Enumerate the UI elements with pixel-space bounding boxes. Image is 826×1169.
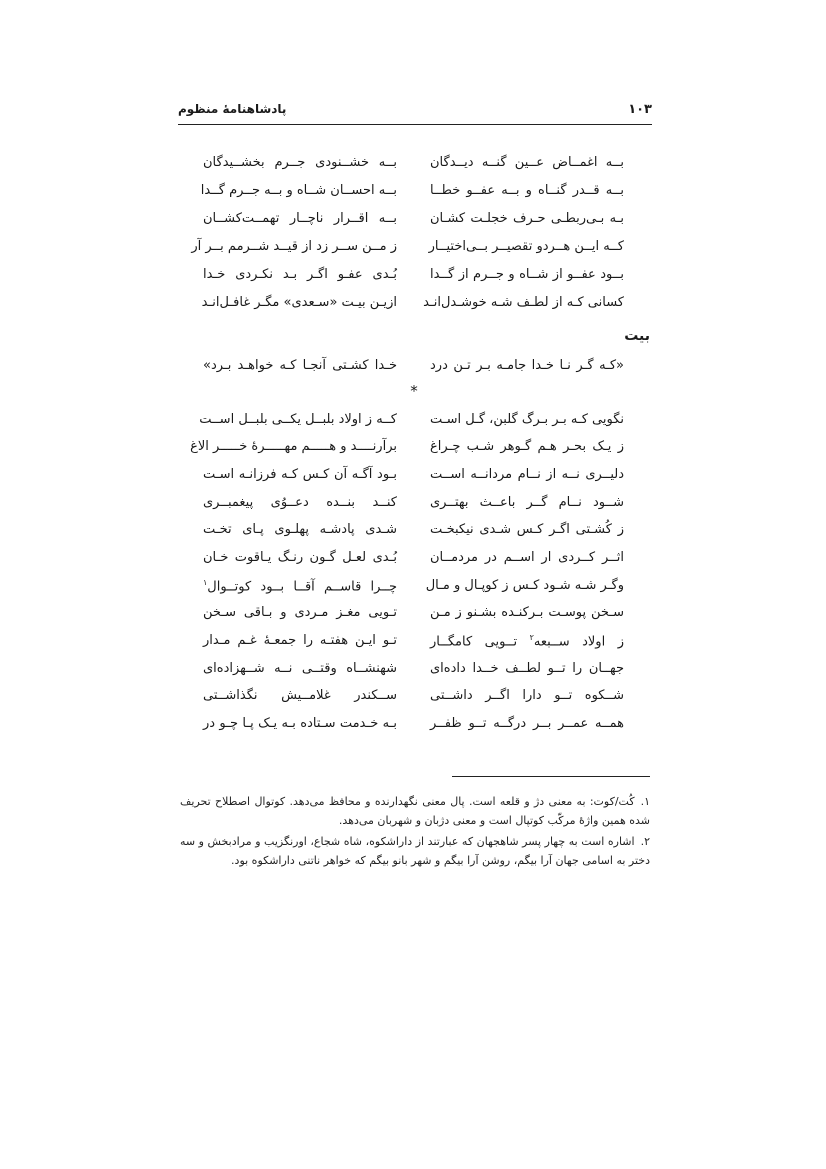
section-separator: * [410, 382, 418, 400]
footnote-number: ۱. [640, 795, 650, 808]
hemistich-left: ســکندر غلامــیش نگذاشــتی [203, 688, 397, 703]
hemistich-right: ز کُشـتی اگـر کـس شـدی نیکبخـت [430, 522, 624, 537]
hemistich-right [430, 633, 624, 649]
hemistich-left: برآرنــــد و هـــــم مهـــــرهٔ خـــــر الاغ [190, 439, 397, 454]
hemistich-left: ز مــن ســر زد از قیــد شــرمم بــر آر [191, 239, 397, 254]
hemistich-right: بــه اغمــاض عــین گنــه دیــدگان [430, 155, 624, 170]
footnote-rule [452, 776, 650, 777]
hemistich-right: شــود نــام گــر باعــث بهتــری [430, 495, 624, 510]
hemistich-right: بــه قــدر گنــاه و بــه عفــو خطــا [430, 183, 624, 198]
page-number: ۱۰۳ [628, 102, 652, 117]
hemistich-right: سـخن پوسـت بـرکنـده بشـنو ز مـن [430, 605, 624, 620]
hemistich-left: خـدا کشـتی آنجـا کـه خواهـد بـرد» [203, 358, 397, 373]
footnote-text: اشاره است به چهار پسر شاهجهان که عبارتند از داراشکوه، شاه شجاع، اورنگزیب و مرادبخش و سه دختر به اسامی جهان آرا بیگم، روشن آرا بیگم و شهر بانو بیگم که خواهر ناتنی داراشکوه بود. [180, 835, 650, 867]
hemistich-left: تـو ایـن هفتـه را جمعـهٔ غـم مـدار [203, 633, 397, 648]
footnote-marker: ۲ [529, 633, 534, 642]
hemistich-text: ز اولاد ســبعه [533, 634, 624, 650]
hemistich-right: کــه ایــن هــردو تقصیــر بــی‌اختیــار [428, 239, 624, 254]
hemistich-left: تـویی مغـز مـردی و بـاقی سـخن [203, 605, 397, 620]
hemistich-left: شـدی پادشـه پهلـوی پـای تخـت [203, 522, 397, 537]
hemistich-left: بــه خشــنودی جــرم بخشــیدگان [203, 155, 397, 170]
footnote [180, 792, 650, 830]
hemistich-left: کنــد بنــده دعــوُی پیغمبــری [203, 495, 397, 510]
hemistich-text-tail: تــویی کامگــار [430, 634, 530, 650]
hemistich-right: اثــر کــردی ار اســم در مردمــان [430, 550, 624, 565]
hemistich-left: کــه ز اولاد بلبــل یکــی بلبــل اســت [199, 412, 397, 427]
hemistich-right: دلیــری نــه از نــام مردانــه اســت [430, 467, 624, 482]
hemistich-right: شــکوه تــو دارا اگــر داشــتی [430, 688, 624, 703]
hemistich-right: همــه عمــر بــر درگــه تــو ظفــر [430, 716, 624, 731]
hemistich-left: بُـدی لعـل گـون رنـگ یـاقوت خـان [203, 550, 397, 565]
hemistich-right: ز یـک بحـر هـم گـوهر شـب چـراغ [430, 439, 624, 454]
beit-label: بیت [624, 328, 650, 344]
hemistich-left: بُـدی عفـو اگـر بـد نکـردی خـدا [203, 267, 397, 282]
footnote [180, 832, 650, 870]
hemistich-left: ازیـن بیـت «سـعدی» مگـر غافـل‌انـد [201, 295, 397, 310]
footnote-number: ۲. [640, 835, 650, 848]
footnote-marker: ۱ [203, 578, 208, 587]
hemistich-right: «کـه گـر نـا خـدا جامـه بـر تـن درد [430, 358, 624, 373]
hemistich-right: بــود عفــو از شــاه و جــرم از گــدا [430, 267, 624, 282]
hemistich-left [203, 578, 397, 594]
footnote-text: کُت/کوت: به معنی دژ و قلعه است. پال معنی نگهدارنده و محافظ می‌دهد. کوتوال اصطلاح تحریف شده همین واژهٔ مرکّب کوتپال است و معنی دژبان و شهربان می‌دهد. [180, 795, 650, 827]
page-header [178, 100, 652, 125]
hemistich-right: کسانی کـه از لطـف شـه خوشـدل‌انـد [423, 295, 624, 310]
hemistich-left: شهنشــاه وقتــی نــه شــهزاده‌ای [203, 661, 397, 676]
hemistich-right: نگویی کـه بـر بـرگ گلبن، گـل اسـت [430, 412, 624, 427]
hemistich-right: بـه بـی‌ربطـی حـرف خجلـت کشـان [430, 211, 624, 226]
running-title: پادشاهنامهٔ منظوم [178, 102, 287, 116]
hemistich-left: بـه خـدمت سـتاده بـه یـک پـا چـو در [203, 716, 397, 731]
hemistich-text: چــرا قاســم آقــا بــود کوتــوال [207, 579, 397, 595]
hemistich-right: جهــان را تــو لطــف خــدا داده‌ای [430, 661, 624, 676]
hemistich-left: بــه احســان شــاه و بــه جــرم گــدا [200, 183, 397, 198]
hemistich-left: بــه اقــرار ناچــار تهمــت‌کشــان [203, 211, 397, 226]
hemistich-right: وگـر شـه شـود کـس ز کوپـال و مـال [425, 578, 624, 593]
hemistich-left: بـود آگـه آن کـس کـه فرزانـه اسـت [203, 467, 397, 482]
